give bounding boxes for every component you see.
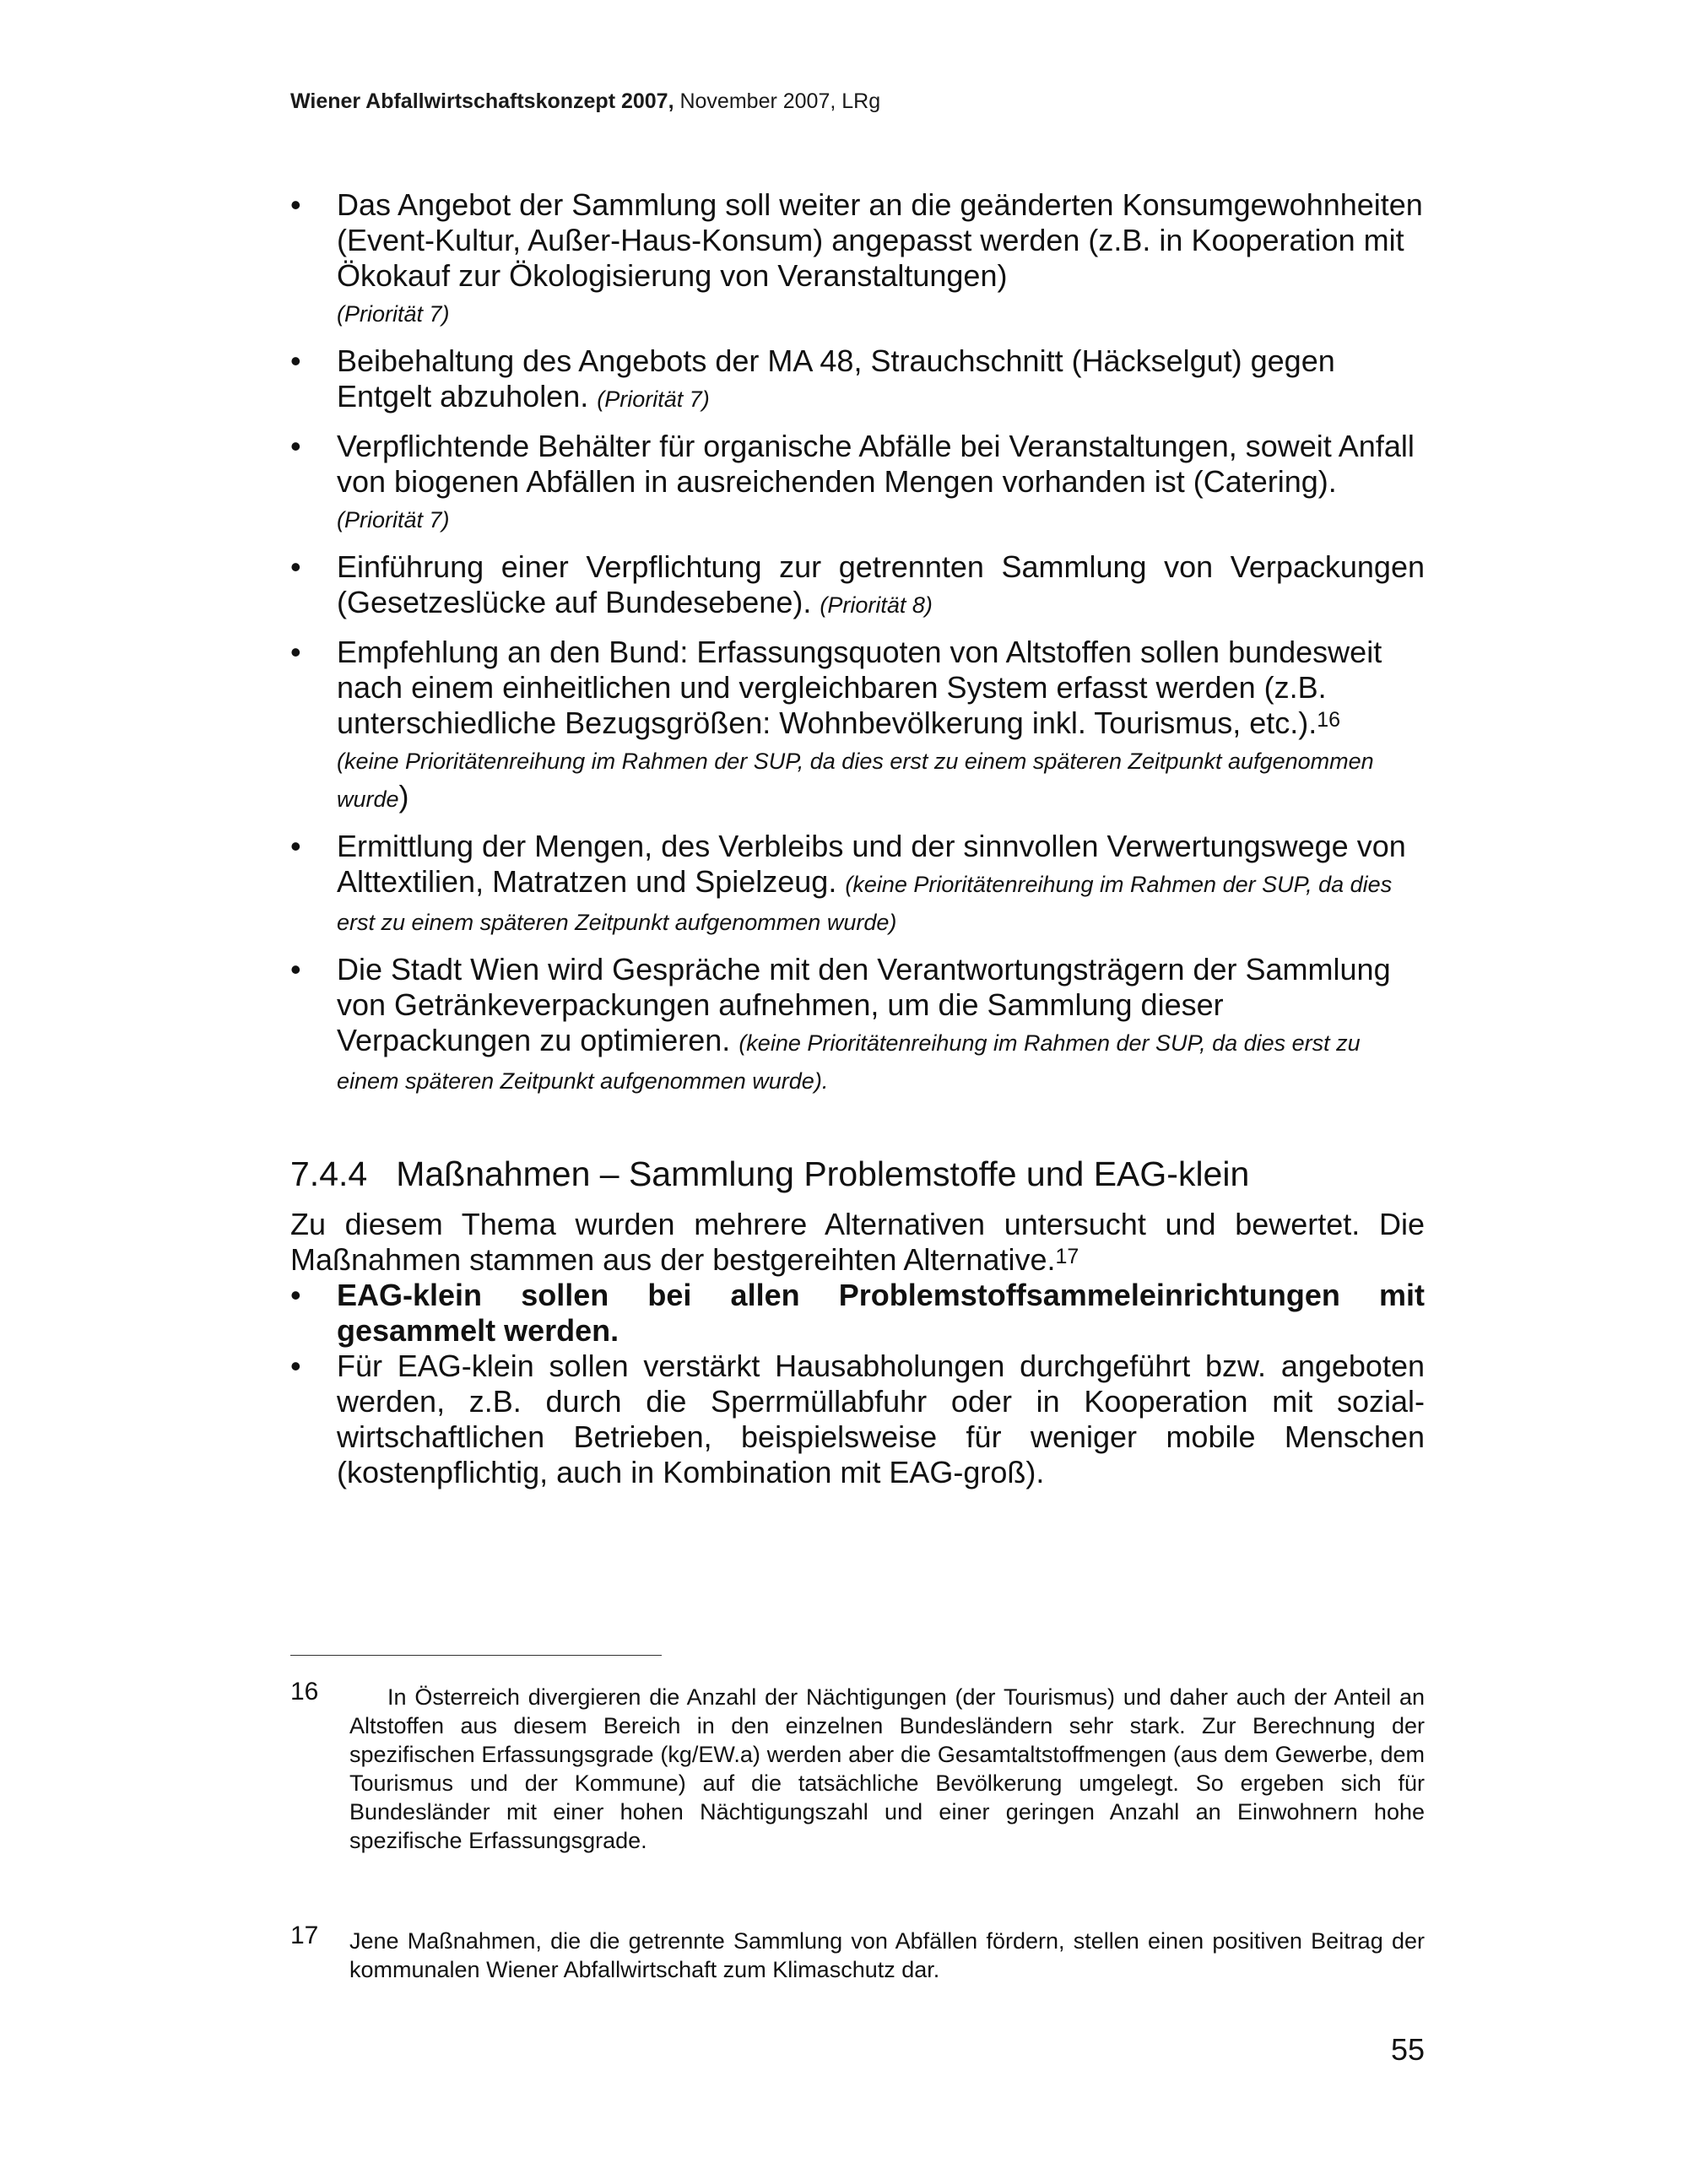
footnote-ref: 17 xyxy=(1055,1245,1079,1268)
priority-note: (Priorität 7) xyxy=(597,387,710,412)
list-item xyxy=(290,829,1425,940)
footnote xyxy=(290,1922,1425,1984)
bullet-icon: • xyxy=(290,952,301,987)
bullet-icon: • xyxy=(290,343,301,378)
footnote-text xyxy=(349,1927,1425,1984)
footnote-divider xyxy=(290,1655,662,1656)
priority-note: (Priorität 7) xyxy=(337,507,450,532)
priority-note: (Priorität 8) xyxy=(820,592,933,618)
list-item-text: Beibehaltung des Angebots der MA 48, Strauchschnitt (Häckselgut) gegen Entgelt abzuholen. xyxy=(337,343,1335,414)
priority-note: (Priorität 7) xyxy=(337,301,450,327)
page-number: 55 xyxy=(1390,2032,1425,2067)
list-item-text: Empfehlung an den Bund: Erfassungsquoten von Altstoffen sollen bundesweit nach einem einheitlichen und vergleichbaren System erfasst werden (z.B. unterschiedliche Bezugsgrößen: Wohnbevölkerung inkl. Tourismus, etc.). xyxy=(337,635,1382,740)
closing-paren: ) xyxy=(398,779,409,814)
header-title-rest: November 2007, LRg xyxy=(674,89,881,113)
list-item xyxy=(290,187,1425,332)
section-number: 7.4.4 xyxy=(290,1154,368,1193)
priority-note: (keine Prioritätenreihung im Rahmen der SUP, da dies erst zu einem späteren Zeitpunkt aufgenommen wurde). xyxy=(337,1030,1361,1094)
footnote-number: 17 xyxy=(290,1922,319,1949)
section-intro xyxy=(290,1207,1425,1278)
header-title-bold: Wiener Abfallwirtschaftskonzept 2007, xyxy=(290,89,674,113)
list-item xyxy=(290,1349,1425,1490)
footnote-number: 16 xyxy=(290,1678,319,1706)
section-heading xyxy=(290,1154,1249,1194)
footnote-body: Jene Maßnahmen, die die getrennte Sammlung von Abfällen fördern, stellen einen positiven Beitrag der kommunalen Wiener Abfallwirtschaft zum Klimaschutz dar. xyxy=(349,1928,1425,1982)
footnote-ref: 16 xyxy=(1317,708,1341,732)
list-item-text: Verpflichtende Behälter für organische Abfälle bei Veranstaltungen, soweit Anfall von biogenen Abfällen in ausreichenden Mengen vorhanden ist (Catering). xyxy=(337,429,1415,499)
list-item xyxy=(290,429,1425,538)
bullet-icon: • xyxy=(290,429,301,463)
running-header xyxy=(290,89,880,114)
priority-note: (keine Prioritätenreihung im Rahmen der SUP, da dies erst zu einem späteren Zeitpunkt aufgenommen wurde) xyxy=(337,872,1393,935)
bullet-list xyxy=(290,187,1425,1099)
list-item xyxy=(290,952,1425,1099)
bullet-icon: • xyxy=(290,1278,301,1312)
list-item xyxy=(290,1278,1425,1349)
footnote xyxy=(290,1678,1425,1855)
list-item xyxy=(290,343,1425,417)
list-item-text: Einführung einer Verpflichtung zur getrennten Sammlung von Verpackungen (Gesetzeslücke auf Bundesebene). xyxy=(337,549,1425,619)
section-intro-text: Zu diesem Thema wurden mehrere Alternativen untersucht und bewertet. Die Maßnahmen stammen aus der bestgereihten Alternative. xyxy=(290,1207,1425,1277)
list-item-text: Das Angebot der Sammlung soll weiter an die geänderten Konsumgewohnheiten (Event-Kultur, Außer-Haus-Konsum) angepasst werden (z.B. in Kooperation mit Ökokauf zur Ökologisierung von Veranstaltungen) xyxy=(337,187,1423,293)
priority-note: (keine Prioritätenreihung im Rahmen der SUP, da dies erst zu einem späteren Zeitpunkt aufgenommen wurde xyxy=(337,749,1374,812)
bullet-icon: • xyxy=(290,187,301,222)
section-title: Maßnahmen – Sammlung Problemstoffe und EAG-klein xyxy=(396,1154,1250,1193)
list-item-text: Die Stadt Wien wird Gespräche mit den Verantwortungsträgern der Sammlung von Getränkeverpackungen aufnehmen, um die Sammlung dieser Verpackungen zu optimieren. xyxy=(337,952,1391,1057)
list-item-text: Für EAG-klein sollen verstärkt Hausabholungen durchgeführt bzw. angeboten werden, z.B. durch die Sperrmüllabfuhr oder in Kooperation mit sozial-wirtschaftlichen Betrieben, beispielsweise für weniger mobile Menschen (kostenpflichtig, auch in Kombination mit EAG-groß). xyxy=(337,1349,1425,1489)
section-bullet-list xyxy=(290,1278,1425,1490)
bullet-icon: • xyxy=(290,549,301,584)
bullet-icon: • xyxy=(290,829,301,863)
list-item xyxy=(290,549,1425,623)
bullet-icon: • xyxy=(290,1349,301,1383)
bullet-icon: • xyxy=(290,635,301,669)
list-item-text: EAG-klein sollen bei allen Problemstoffsammeleinrichtungen mit gesammelt werden. xyxy=(337,1278,1425,1348)
footnote-text xyxy=(290,1683,1425,1855)
footnote-body: In Österreich divergieren die Anzahl der Nächtigungen (der Tourismus) und daher auch der Anteil an Altstoffen aus diesem Bereich in den einzelnen Bundesländern sehr stark. Zur Berechnung der spezifischen Erfassungsgrade (kg/EW.a) werden aber die Gesamtaltstoffmengen (aus dem Gewerbe, dem Tourismus und der Kommune) auf die tatsächliche Bevölkerung umgelegt. So ergeben sich für Bundesländer mit einer hohen Nächtigungszahl und einer geringen Anzahl an Einwohnern hohe spezifische Erfassungsgrade. xyxy=(349,1684,1425,1853)
list-item-text: Ermittlung der Mengen, des Verbleibs und der sinnvollen Verwertungswege von Alttextilien, Matratzen und Spielzeug. xyxy=(337,829,1406,899)
list-item xyxy=(290,635,1425,817)
